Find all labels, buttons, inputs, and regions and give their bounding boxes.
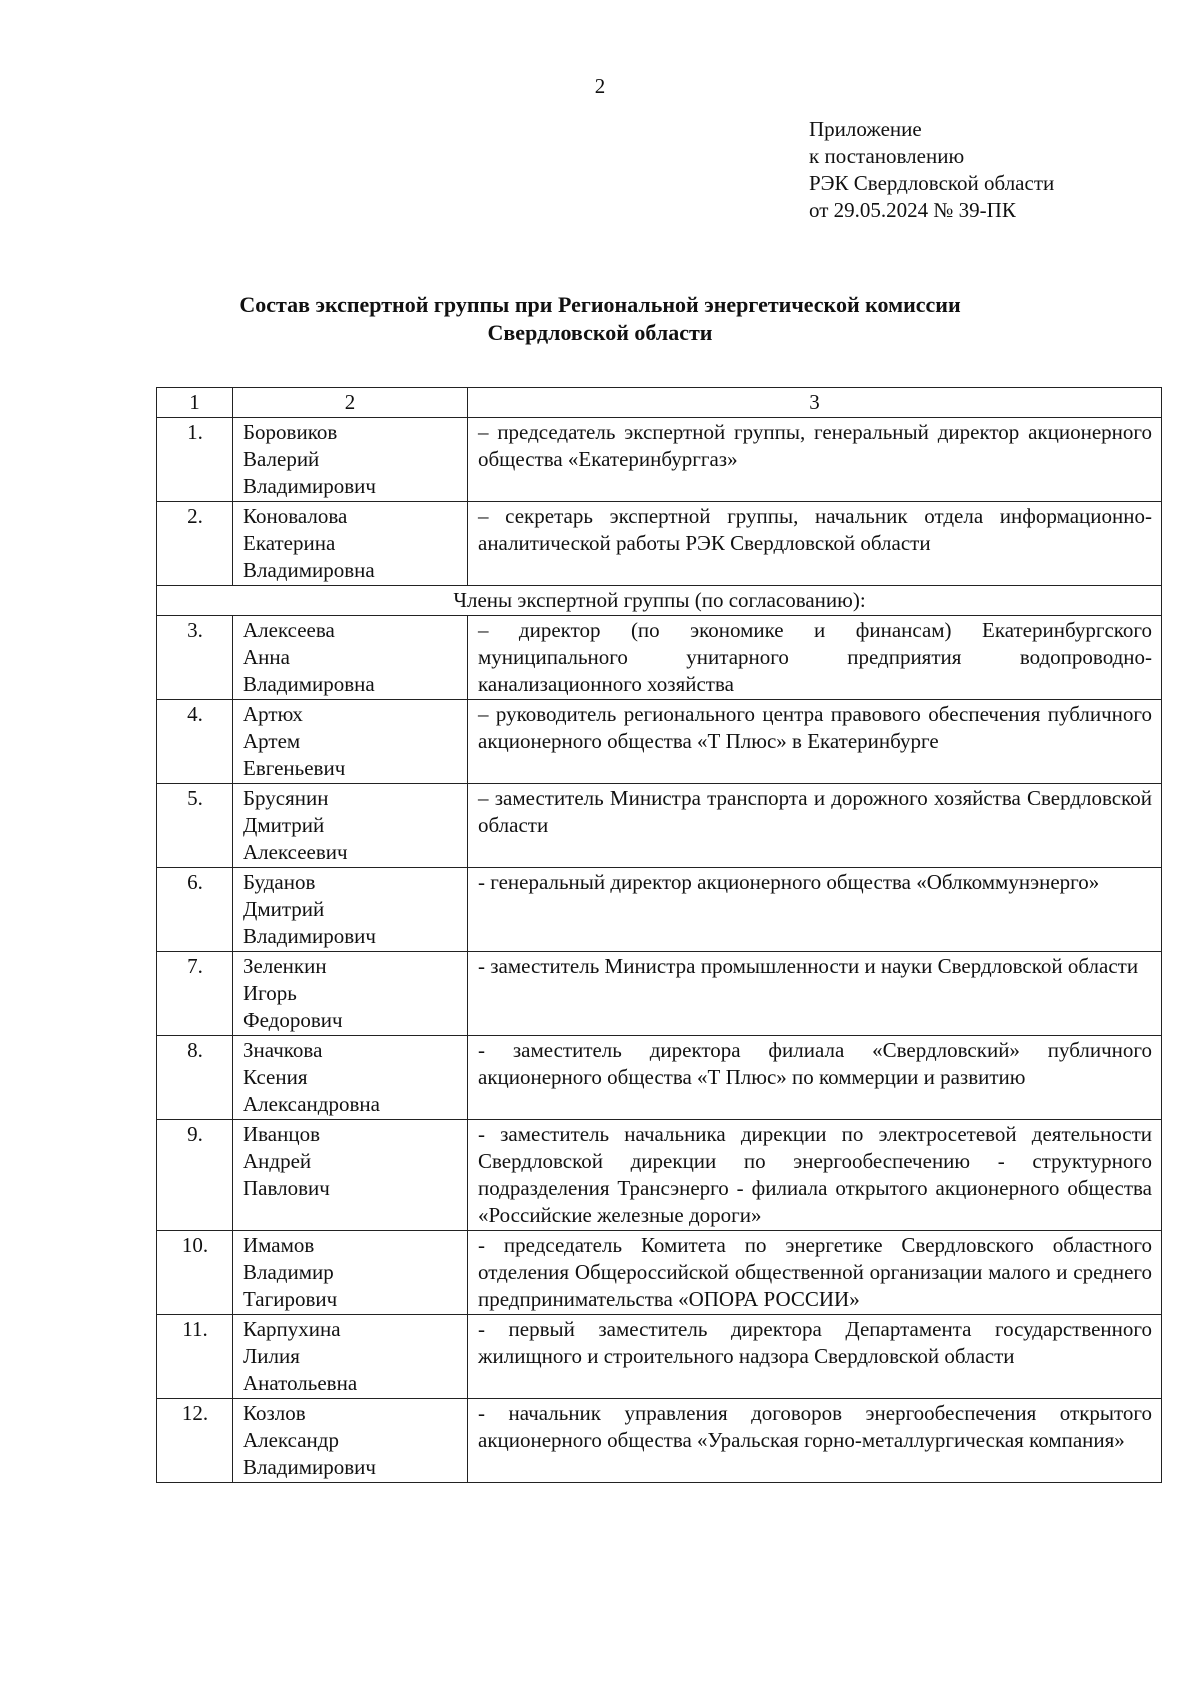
member-name [233, 616, 468, 700]
row-number: 9. [157, 1120, 233, 1231]
member-name-line: Игорь [243, 981, 297, 1005]
member-name-line: Лилия [243, 1344, 300, 1368]
group-header-row [157, 586, 1162, 616]
annex-line: от 29.05.2024 № 39-ПК [809, 198, 1016, 222]
member-position: - заместитель Министра промышленности и науки Свердловской области [468, 952, 1162, 1036]
row-number: 8. [157, 1036, 233, 1120]
member-position: - генеральный директор акционерного общества «Облкоммунэнерго» [468, 868, 1162, 952]
table-header-cell: 1 [157, 388, 233, 418]
table-header-row [157, 388, 1162, 418]
table-row [157, 1315, 1162, 1399]
table-row [157, 784, 1162, 868]
group-header-label: Члены экспертной группы (по согласованию): [157, 586, 1162, 616]
member-name-line: Козлов [243, 1401, 306, 1425]
member-name-line: Артем [243, 729, 301, 753]
table-row [157, 1120, 1162, 1231]
member-name [233, 1399, 468, 1483]
member-name-line: Валерий [243, 447, 320, 471]
table-header-cell: 3 [468, 388, 1162, 418]
member-name-line: Владимир [243, 1260, 334, 1284]
member-position: – секретарь экспертной группы, начальник отдела информационно-аналитической работы РЭК Свердловской области [468, 502, 1162, 586]
table-row [157, 616, 1162, 700]
member-name-line: Алексеева [243, 618, 335, 642]
member-name-line: Федорович [243, 1008, 343, 1032]
member-position: - председатель Комитета по энергетике Свердловского областного отделения Общероссийской общественной организации малого и среднего предпринимательства «ОПОРА РОССИИ» [468, 1231, 1162, 1315]
member-position: - начальник управления договоров энергообеспечения открытого акционерного общества «Уральская горно-металлургическая компания» [468, 1399, 1162, 1483]
row-number: 7. [157, 952, 233, 1036]
table-row [157, 700, 1162, 784]
table-row [157, 868, 1162, 952]
row-number: 11. [157, 1315, 233, 1399]
row-number: 12. [157, 1399, 233, 1483]
member-name [233, 1315, 468, 1399]
member-name-line: Павлович [243, 1176, 330, 1200]
member-name-line: Дмитрий [243, 897, 325, 921]
table-header-cell: 2 [233, 388, 468, 418]
annex-line: Приложение [809, 117, 922, 141]
member-position: – руководитель регионального центра правового обеспечения публичного акционерного общества «Т Плюс» в Екатеринбурге [468, 700, 1162, 784]
table-row [157, 418, 1162, 502]
member-position: - заместитель начальника дирекции по электросетевой деятельности Свердловской дирекции по энергообеспечению - структурного подразделения Трансэнерго - филиала открытого акционерного общества «Российские железные дороги» [468, 1120, 1162, 1231]
document-title-line: Свердловской области [487, 320, 713, 345]
member-name [233, 784, 468, 868]
member-name [233, 502, 468, 586]
member-name-line: Тагирович [243, 1287, 338, 1311]
row-number: 10. [157, 1231, 233, 1315]
member-name [233, 418, 468, 502]
member-name [233, 1036, 468, 1120]
member-name [233, 868, 468, 952]
member-name-line: Андрей [243, 1149, 312, 1173]
member-position: – директор (по экономике и финансам) Екатеринбургского муниципального унитарного предприятия водопроводно-канализационного хозяйства [468, 616, 1162, 700]
annex-line: РЭК Свердловской области [809, 171, 1055, 195]
member-name-line: Ксения [243, 1065, 308, 1089]
row-number: 4. [157, 700, 233, 784]
member-name-line: Владимировна [243, 558, 375, 582]
annex-line: к постановлению [809, 144, 965, 168]
member-name-line: Владимирович [243, 924, 376, 948]
member-name [233, 700, 468, 784]
member-name-line: Владимировна [243, 672, 375, 696]
member-name [233, 1120, 468, 1231]
member-name-line: Брусянин [243, 786, 329, 810]
row-number: 3. [157, 616, 233, 700]
member-position: – председатель экспертной группы, генеральный директор акционерного общества «Екатеринбурггаз» [468, 418, 1162, 502]
member-name-line: Значкова [243, 1038, 323, 1062]
member-name-line: Коновалова [243, 504, 348, 528]
annex-block [809, 116, 1054, 224]
table-row [157, 502, 1162, 586]
member-position: – заместитель Министра транспорта и дорожного хозяйства Свердловской области [468, 784, 1162, 868]
members-table [156, 387, 1162, 1483]
row-number: 6. [157, 868, 233, 952]
member-name-line: Анатольевна [243, 1371, 358, 1395]
table-row [157, 1399, 1162, 1483]
member-name-line: Дмитрий [243, 813, 325, 837]
member-position: - первый заместитель директора Департамента государственного жилищного и строительного надзора Свердловской области [468, 1315, 1162, 1399]
member-name [233, 1231, 468, 1315]
member-name-line: Боровиков [243, 420, 338, 444]
member-name-line: Владимирович [243, 1455, 376, 1479]
table-row [157, 1231, 1162, 1315]
row-number: 2. [157, 502, 233, 586]
member-name-line: Зеленкин [243, 954, 327, 978]
page-number: 2 [594, 74, 606, 98]
member-position: - заместитель директора филиала «Свердловский» публичного акционерного общества «Т Плюс» по коммерции и развитию [468, 1036, 1162, 1120]
member-name-line: Александровна [243, 1092, 380, 1116]
member-name-line: Владимирович [243, 474, 376, 498]
document-title [0, 291, 1200, 347]
member-name-line: Карпухина [243, 1317, 341, 1341]
member-name-line: Анна [243, 645, 290, 669]
document-title-line: Состав экспертной группы при Региональной энергетической комиссии [239, 292, 961, 317]
member-name-line: Буданов [243, 870, 316, 894]
member-name-line: Алексеевич [243, 840, 348, 864]
member-name-line: Евгеньевич [243, 756, 346, 780]
member-name [233, 952, 468, 1036]
row-number: 5. [157, 784, 233, 868]
member-name-line: Артюх [243, 702, 303, 726]
member-name-line: Иванцов [243, 1122, 321, 1146]
member-name-line: Александр [243, 1428, 339, 1452]
members-table-body [157, 388, 1162, 1483]
table-row [157, 1036, 1162, 1120]
member-name-line: Екатерина [243, 531, 336, 555]
member-name-line: Имамов [243, 1233, 315, 1257]
row-number: 1. [157, 418, 233, 502]
table-row [157, 952, 1162, 1036]
